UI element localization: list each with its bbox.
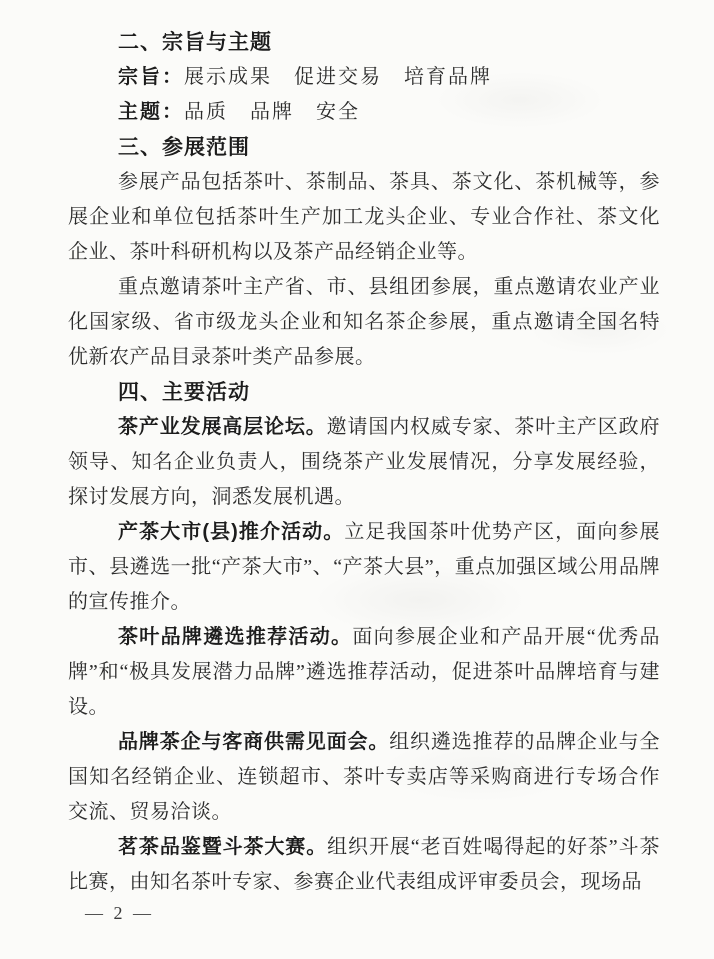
activity-lead-city-promotion: 产茶大市(县)推介活动。: [118, 521, 345, 543]
activity-lead-tea-tasting-contest: 茗茶品鉴暨斗茶大赛。: [118, 836, 328, 858]
scope-paragraph-1: 参展产品包括茶叶、茶制品、茶具、茶文化、茶机械等，参展企业和单位包括茶叶生产加工龙头企业、专业合作社、茶文化企业、茶叶科研机构以及茶产品经销企业等。: [68, 171, 660, 263]
purpose-label: 宗旨：: [118, 66, 184, 88]
page-number: — 2 —: [85, 903, 154, 923]
activity-body-city-promotion: 立足我国茶叶优势产区，面向参展市、县遴选一批“产茶大市”、“产茶大县”，重点加强区域公用品牌的宣传推介。: [68, 521, 660, 613]
section-heading-scope: 三、参展范围: [118, 136, 250, 159]
section-heading-purpose-theme: 二、宗旨与主题: [118, 31, 272, 54]
activity-body-brand-selection: 面向参展企业和产品开展“优秀品牌”和“极具发展潜力品牌”遴选推荐活动，促进茶叶品牌培育与建设。: [68, 626, 660, 718]
theme-label: 主题：: [118, 101, 184, 123]
activity-paragraph-tea-tasting-contest: [68, 830, 660, 900]
activity-lead-forum: 茶产业发展高层论坛。: [118, 416, 327, 438]
section-heading-activities: 四、主要活动: [118, 381, 250, 404]
theme-line: [68, 95, 660, 130]
theme-text: 品质 品牌 安全: [184, 101, 360, 123]
activity-paragraph-city-promotion: [68, 515, 660, 620]
activity-paragraph-forum: [68, 410, 660, 515]
activity-paragraph-brand-selection: [68, 620, 660, 725]
activity-body-forum: 邀请国内权威专家、茶叶主产区政府领导、知名企业负责人，围绕茶产业发展情况，分享发展经验，探讨发展方向，洞悉发展机遇。: [68, 416, 661, 508]
activity-body-supply-demand-meeting: 组织遴选推荐的品牌企业与全国知名经销企业、连锁超市、茶叶专卖店等采购商进行专场合作交流、贸易洽谈。: [68, 731, 661, 823]
page-footer: [85, 903, 154, 924]
scope-paragraph-2: 重点邀请茶叶主产省、市、县组团参展，重点邀请农业产业化国家级、省市级龙头企业和知名茶企参展，重点邀请全国名特优新农产品目录茶叶类产品参展。: [68, 276, 660, 368]
purpose-line: [68, 60, 660, 95]
activity-lead-supply-demand-meeting: 品牌茶企与客商供需见面会。: [118, 731, 390, 753]
activity-paragraph-supply-demand-meeting: [68, 725, 660, 830]
activity-body-tea-tasting-contest: 组织开展“老百姓喝得起的好茶”斗茶比赛，由知名茶叶专家、参赛企业代表组成评审委员会，现场品: [68, 836, 661, 893]
activity-lead-brand-selection: 茶叶品牌遴选推荐活动。: [118, 626, 353, 648]
purpose-text: 展示成果 促进交易 培育品牌: [184, 66, 492, 88]
